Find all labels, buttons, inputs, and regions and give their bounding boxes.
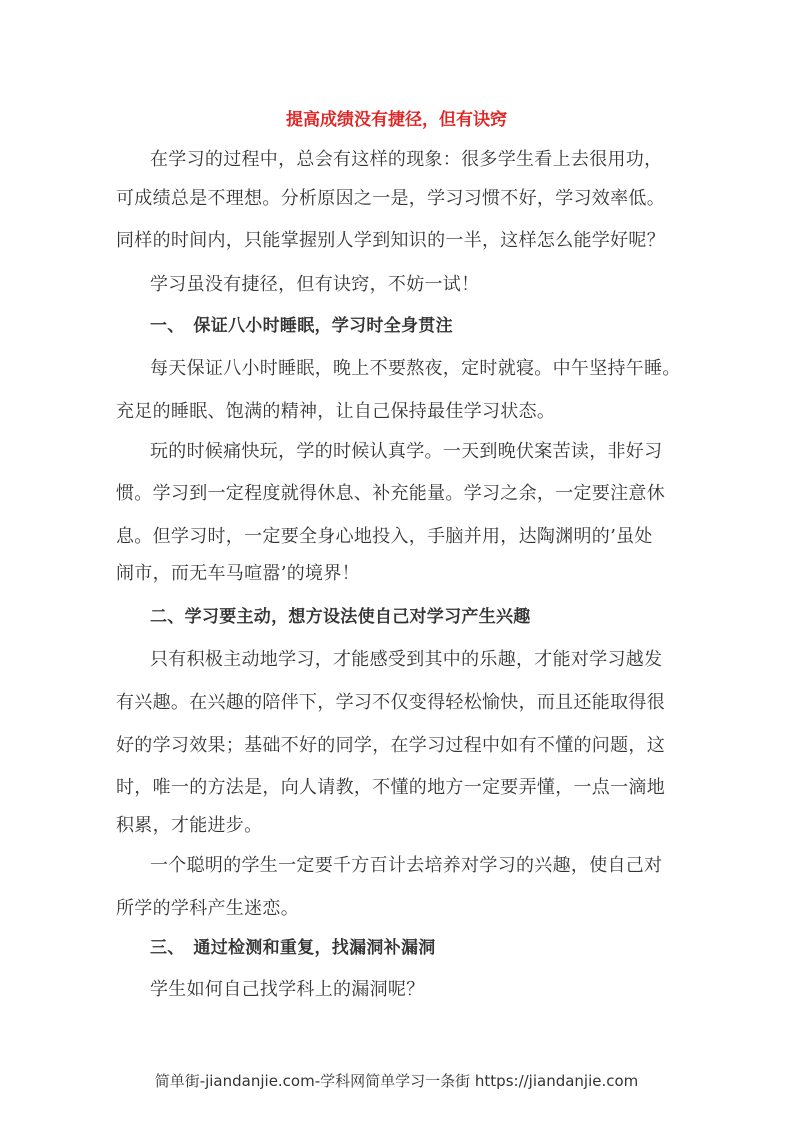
paragraph-line: 积累，才能进步。 (116, 815, 263, 836)
paragraph-line: 玩的时候痛快玩，学的时候认真学。一天到晚伏案苦读，非好习 (150, 441, 663, 462)
paragraph-line: 息。但学习时，一定要全身心地投入，手脑并用，达陶渊明的’虽处 (116, 526, 653, 547)
paragraph-line: 同样的时间内，只能掌握别人学到知识的一半，这样怎么能学好呢？ (116, 230, 665, 251)
paragraph-line: 好的学习效果；基础不好的同学，在学习过程中如有不懂的问题，这 (116, 735, 665, 756)
paragraph-line: 所学的学科产生迷恋。 (116, 898, 299, 919)
paragraph-line: 一个聪明的学生一定要千方百计去培养对学习的兴趣，使自己对 (150, 855, 663, 876)
paragraph-line: 有兴趣。在兴趣的陪伴下，学习不仅变得轻松愉快，而且还能取得很 (116, 692, 665, 713)
paragraph-line: 闹市，而无车马喧嚣’的境界！ (116, 563, 360, 584)
paragraph-line: 只有积极主动地学习，才能感受到其中的乐趣，才能对学习越发 (150, 649, 663, 670)
section-heading-1: 一、 保证八小时睡眠，学习时全身贯注 (150, 316, 453, 336)
paragraph-line: 在学习的过程中，总会有这样的现象：很多学生看上去很用功， (150, 149, 663, 170)
section-heading-2: 二、学习要主动，想方设法使自己对学习产生兴趣 (150, 607, 531, 627)
paragraph-line: 惯。学习到一定程度就得休息、补充能量。学习之余，一定要注意休 (116, 483, 665, 504)
page-footer: 简单街-jiandanjie.com-学科网简单学习一条街 https://jiandanjie.com (154, 1072, 639, 1090)
section-heading-3: 三、 通过检测和重复，找漏洞补漏洞 (150, 938, 436, 958)
paragraph-line: 学生如何自己找学科上的漏洞呢？ (150, 979, 425, 1000)
document-title: 提高成绩没有捷径，但有诀窍 (286, 110, 507, 130)
paragraph-line: 学习虽没有捷径，但有诀窍，不妨一试！ (150, 274, 480, 295)
paragraph-line: 每天保证八小时睡眠，晚上不要熬夜，定时就寝。中午坚持午睡。 (150, 358, 681, 379)
paragraph-line: 充足的睡眠、饱满的精神，让自己保持最佳学习状态。 (116, 401, 556, 422)
paragraph-line: 时，唯一的方法是，向人请教，不懂的地方一定要弄懂，一点一滴地 (116, 777, 665, 798)
paragraph-line: 可成绩总是不理想。分析原因之一是，学习习惯不好，学习效率低。 (116, 188, 665, 209)
